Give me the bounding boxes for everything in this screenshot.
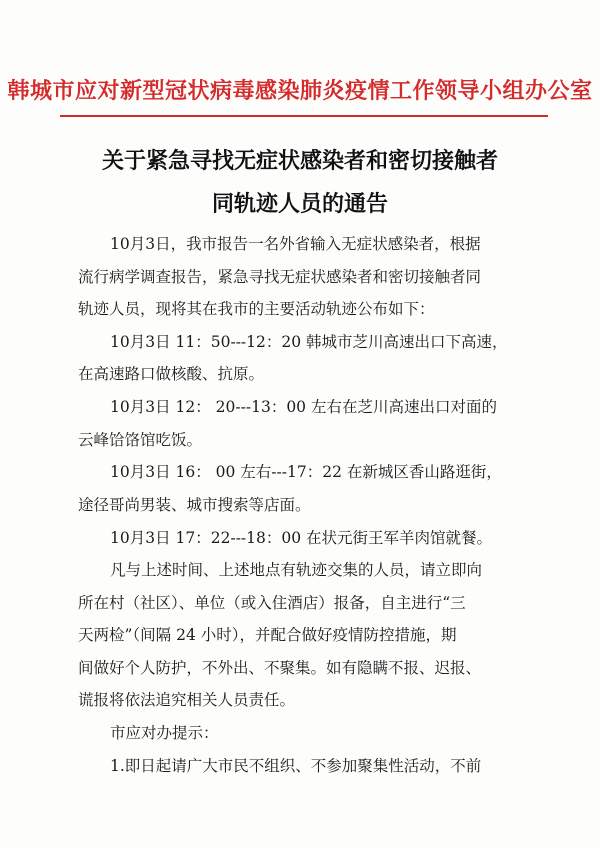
body-line: 1.即日起请广大市民不组织、不参加聚集性活动，不前 [110,757,482,775]
body-line: 10月3日 12： 20---13：00 左右在芝川高速出口对面的 [110,398,497,416]
body-line: 间做好个人防护，不外出、不聚集。如有隐瞒不报、迟报、 [78,659,482,677]
body-line: 10月3日 16： 00 左右---17：22 在新城区香山路逛街， [110,463,502,481]
body-line: 天两检”（间隔 24 小时），并配合做好疫情防控措施，期 [78,626,457,644]
body-line: 流行病学调查报告，紧急寻找无症状感染者和密切接触者同 [78,268,482,286]
body-line: 所在村（社区）、单位（或入住酒店）报备，自主进行“三 [78,594,466,612]
header-red-rule [60,115,548,117]
body-line: 凡与上述时间、上述地点有轨迹交集的人员，请立即向 [110,561,483,579]
body-line: 途径哥尚男装、城市搜索等店面。 [78,496,311,514]
body-line: 市应对办提示： [110,724,219,742]
body-line: 10月3日，我市报告一名外省输入无症状感染者，根据 [110,235,481,253]
body-line: 谎报将依法追究相关人员责任。 [78,691,296,709]
body-line: 10月3日 11：50---12：20 韩城市芝川高速出口下高速， [110,333,508,351]
notice-title-line-1: 关于紧急寻找无症状感染者和密切接触者 [101,148,498,174]
body-line: 轨迹人员，现将其在我市的主要活动轨迹公布如下： [78,300,435,318]
body-line: 10月3日 17：22---18：00 在状元街王军羊肉馆就餐。 [110,529,493,547]
notice-title-line-2: 同轨迹人员的通告 [211,191,388,217]
body-line: 在高速路口做核酸、抗原。 [78,365,265,383]
body-line: 云峰饸饹馆吃饭。 [78,431,203,449]
issuing-office-header: 韩城市应对新型冠状病毒感染肺炎疫情工作领导小组办公室 [7,78,593,104]
